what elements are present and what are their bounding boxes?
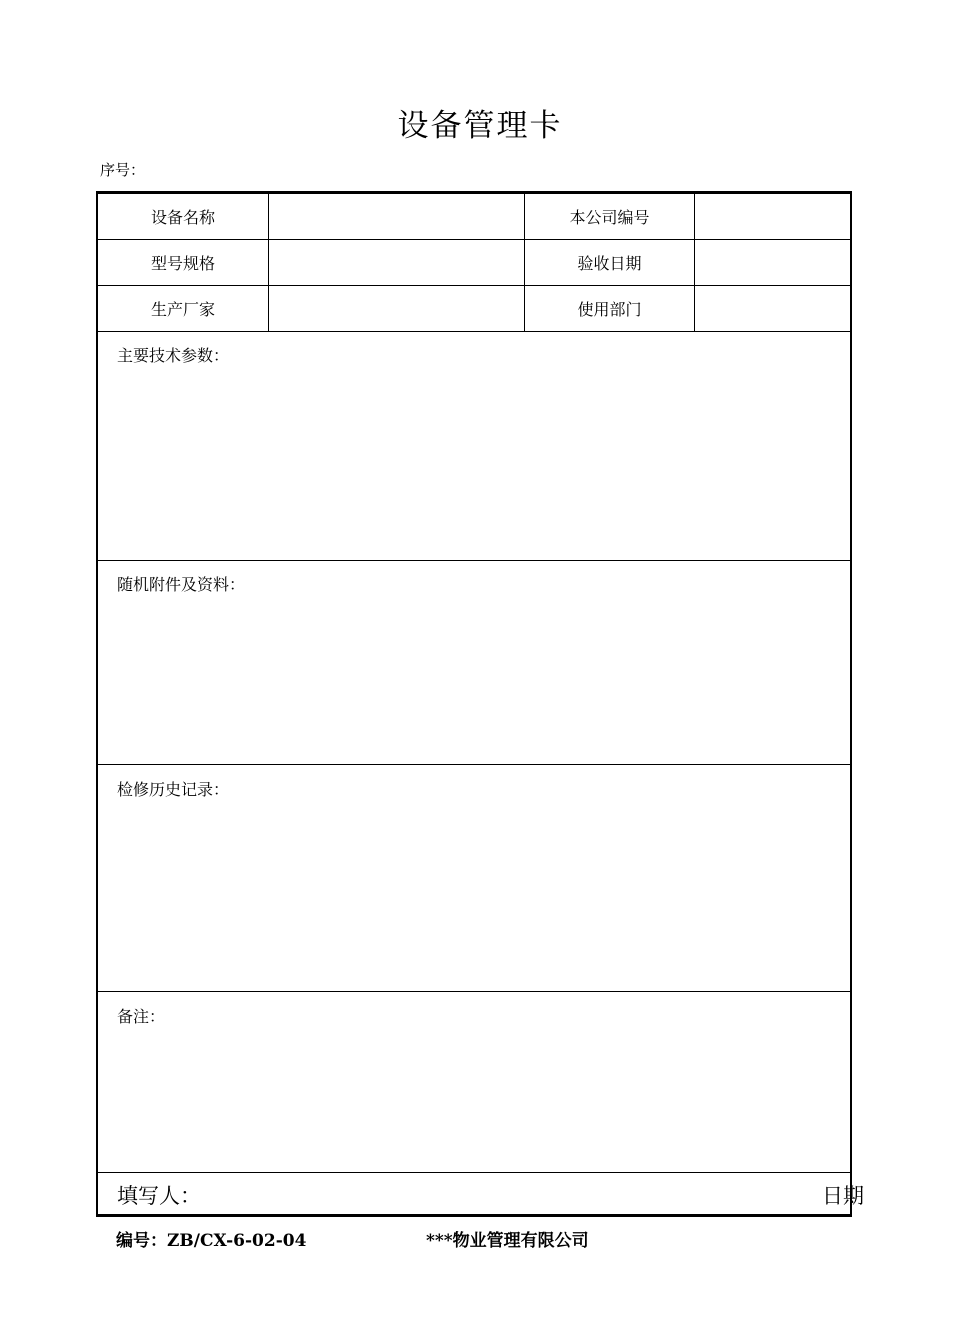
model-spec-field[interactable] — [269, 240, 525, 285]
serial-number-label: 序号： — [100, 161, 146, 179]
manufacturer-label: 生产厂家 — [98, 286, 269, 331]
section-divider — [98, 764, 850, 765]
equipment-name-field[interactable] — [269, 194, 525, 239]
remarks-label: 备注： — [117, 1007, 166, 1026]
model-spec-label: 型号规格 — [98, 240, 269, 285]
company-name: ***物业管理有限公司 — [426, 1231, 589, 1251]
equipment-name-label: 设备名称 — [98, 194, 269, 239]
company-code-label: 本公司编号 — [525, 194, 695, 239]
using-department-label: 使用部门 — [525, 286, 695, 331]
using-department-field[interactable] — [695, 286, 855, 331]
repair-history-label: 检修历史记录： — [117, 780, 230, 799]
row-divider — [98, 331, 850, 332]
filler-label: 填写人： — [117, 1184, 201, 1208]
accessories-label: 随机附件及资料： — [117, 575, 246, 594]
company-code-field[interactable] — [695, 194, 855, 239]
tech-params-label: 主要技术参数： — [117, 346, 230, 365]
document-code: 编号：ZB/CX-6-02-04 — [116, 1231, 307, 1251]
section-divider — [98, 991, 850, 992]
section-divider — [98, 560, 850, 561]
section-divider — [98, 1172, 850, 1173]
manufacturer-field[interactable] — [269, 286, 525, 331]
acceptance-date-label: 验收日期 — [525, 240, 695, 285]
acceptance-date-field[interactable] — [695, 240, 855, 285]
date-label: 日期 — [822, 1184, 864, 1208]
document-title: 设备管理卡 — [397, 108, 563, 144]
equipment-card-form — [96, 191, 864, 1217]
